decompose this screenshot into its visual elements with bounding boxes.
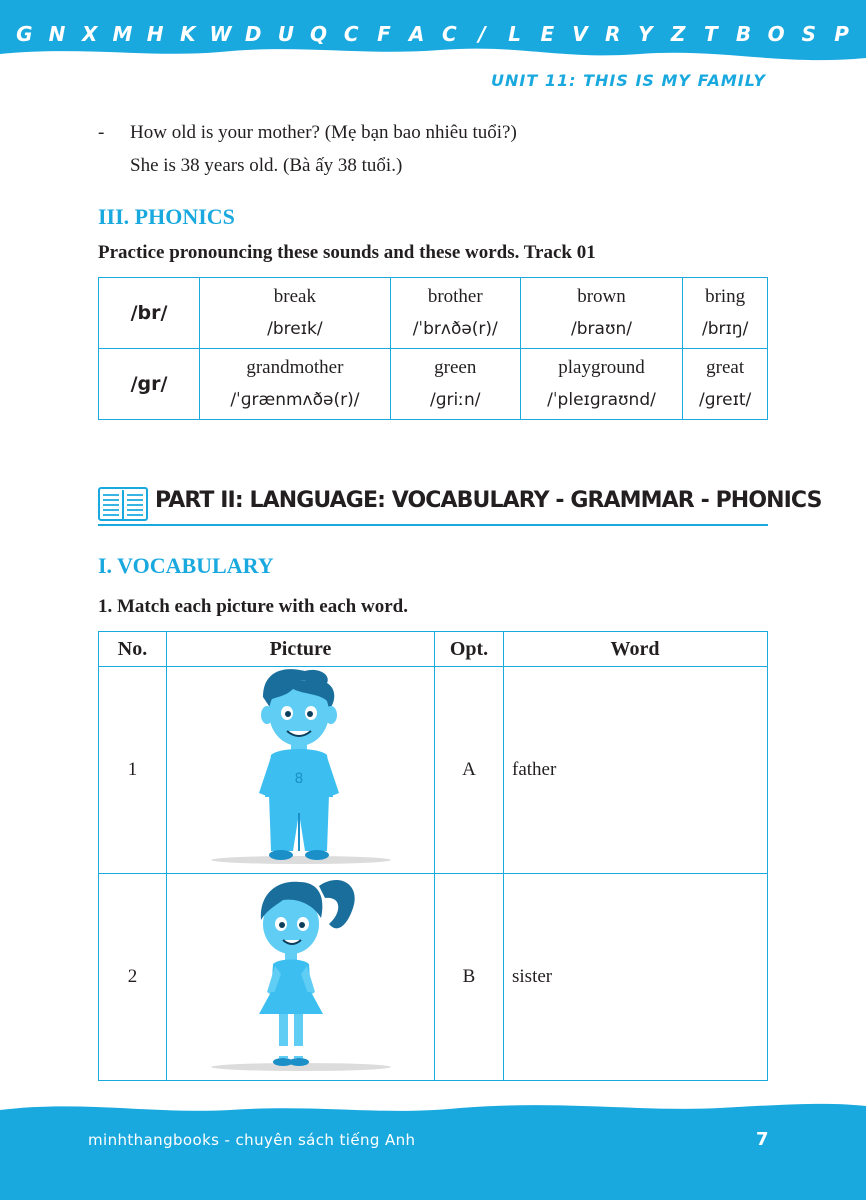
column-header-no: No. xyxy=(99,632,167,667)
banner-letter: X xyxy=(82,22,98,46)
word: grandmother xyxy=(246,357,344,378)
phonics-heading: III. PHONICS xyxy=(98,204,235,229)
vocabulary-heading: I. VOCABULARY xyxy=(98,553,274,578)
picture-cell xyxy=(167,667,435,874)
ipa: /ˈɡrænmʌðə(r)/ xyxy=(230,390,360,410)
banner-letter: M xyxy=(112,22,133,46)
phonics-table xyxy=(98,277,768,420)
banner-letter: G xyxy=(16,22,33,46)
match-table xyxy=(98,631,768,1081)
banner-letters xyxy=(0,22,866,46)
word-cell xyxy=(683,278,768,349)
banner-letter: S xyxy=(801,22,817,46)
ipa: /ˈpleɪɡraʊnd/ xyxy=(547,390,656,410)
word: playground xyxy=(558,357,645,378)
banner-letter: L xyxy=(508,22,522,46)
word-cell xyxy=(390,349,520,420)
picture-cell xyxy=(167,874,435,1081)
table-row xyxy=(99,667,768,874)
banner-letter: R xyxy=(605,22,621,46)
unit-title: UNIT 11: THIS IS MY FAMILY xyxy=(491,71,766,90)
footer-publisher: minhthangbooks - chuyên sách tiếng Anh xyxy=(88,1131,416,1149)
part-two-header xyxy=(98,484,822,526)
word-cell: sister xyxy=(504,874,768,1081)
banner-letter: H xyxy=(146,22,164,46)
word: brown xyxy=(577,286,626,307)
column-header-picture: Picture xyxy=(167,632,435,667)
ipa: /brɪŋ/ xyxy=(701,319,749,339)
svg-text:8: 8 xyxy=(294,771,303,787)
ipa: /ɡriːn/ xyxy=(430,390,481,410)
vocabulary-instruction: 1. Match each picture with each word. xyxy=(98,596,408,617)
banner-letter: O xyxy=(767,22,785,46)
banner-letter: U xyxy=(277,22,294,46)
ipa: /braʊn/ xyxy=(571,319,632,339)
word: great xyxy=(706,357,745,378)
word-cell xyxy=(390,278,520,349)
banner-letter: Z xyxy=(670,22,686,46)
banner-letter: B xyxy=(735,22,752,46)
boy-illustration xyxy=(201,667,401,867)
banner-letter: N xyxy=(48,22,66,46)
word: break xyxy=(273,286,316,307)
banner-letter: T xyxy=(703,22,718,46)
banner-letter: D xyxy=(244,22,262,46)
row-number: 1 xyxy=(99,667,167,874)
part-two-title: PART II: LANGUAGE: VOCABULARY - GRAMMAR - PHONICS xyxy=(155,488,822,513)
column-header-opt: Opt. xyxy=(435,632,504,667)
banner-letter: P xyxy=(834,22,849,46)
row-number: 2 xyxy=(99,874,167,1081)
word-cell xyxy=(520,349,683,420)
word-cell xyxy=(200,349,391,420)
bottom-wave-banner xyxy=(0,1100,866,1200)
phonics-row xyxy=(99,349,768,420)
list-dash: - xyxy=(98,122,105,143)
banner-letter: V xyxy=(572,22,588,46)
banner-letter: Q xyxy=(310,22,328,46)
word-cell xyxy=(200,278,391,349)
word-cell: father xyxy=(504,667,768,874)
dialogue-answer: She is 38 years old. (Bà ấy 38 tuổi.) xyxy=(130,155,403,176)
banner-letter: C xyxy=(441,22,457,46)
banner-letter: Y xyxy=(638,22,653,46)
book-icon xyxy=(98,486,148,522)
sound-cell: /br/ xyxy=(99,278,200,349)
girl-illustration xyxy=(201,874,401,1074)
ipa: /ˈbrʌðə(r)/ xyxy=(412,319,498,339)
table-row xyxy=(99,874,768,1081)
word: green xyxy=(434,357,477,378)
page-number: 7 xyxy=(756,1129,769,1150)
column-header-word: Word xyxy=(504,632,768,667)
table-header-row xyxy=(99,632,768,667)
word: brother xyxy=(427,286,483,307)
banner-letter: A xyxy=(408,22,425,46)
word-cell xyxy=(520,278,683,349)
phonics-row xyxy=(99,278,768,349)
option-letter: B xyxy=(435,874,504,1081)
banner-letter: F xyxy=(377,22,391,46)
banner-letter: C xyxy=(343,22,359,46)
word-cell xyxy=(683,349,768,420)
banner-letter: / xyxy=(478,22,486,46)
word: bring xyxy=(705,286,746,307)
sound-cell: /gr/ xyxy=(99,349,200,420)
banner-letter: E xyxy=(540,22,555,46)
ipa: /breɪk/ xyxy=(267,319,323,339)
banner-letter: W xyxy=(209,22,232,46)
option-letter: A xyxy=(435,667,504,874)
banner-letter: K xyxy=(180,22,196,46)
ipa: /ɡreɪt/ xyxy=(698,390,752,410)
phonics-instruction: Practice pronouncing these sounds and these words. Track 01 xyxy=(98,242,596,263)
dialogue-question: How old is your mother? (Mẹ bạn bao nhiêu tuổi?) xyxy=(130,122,517,143)
